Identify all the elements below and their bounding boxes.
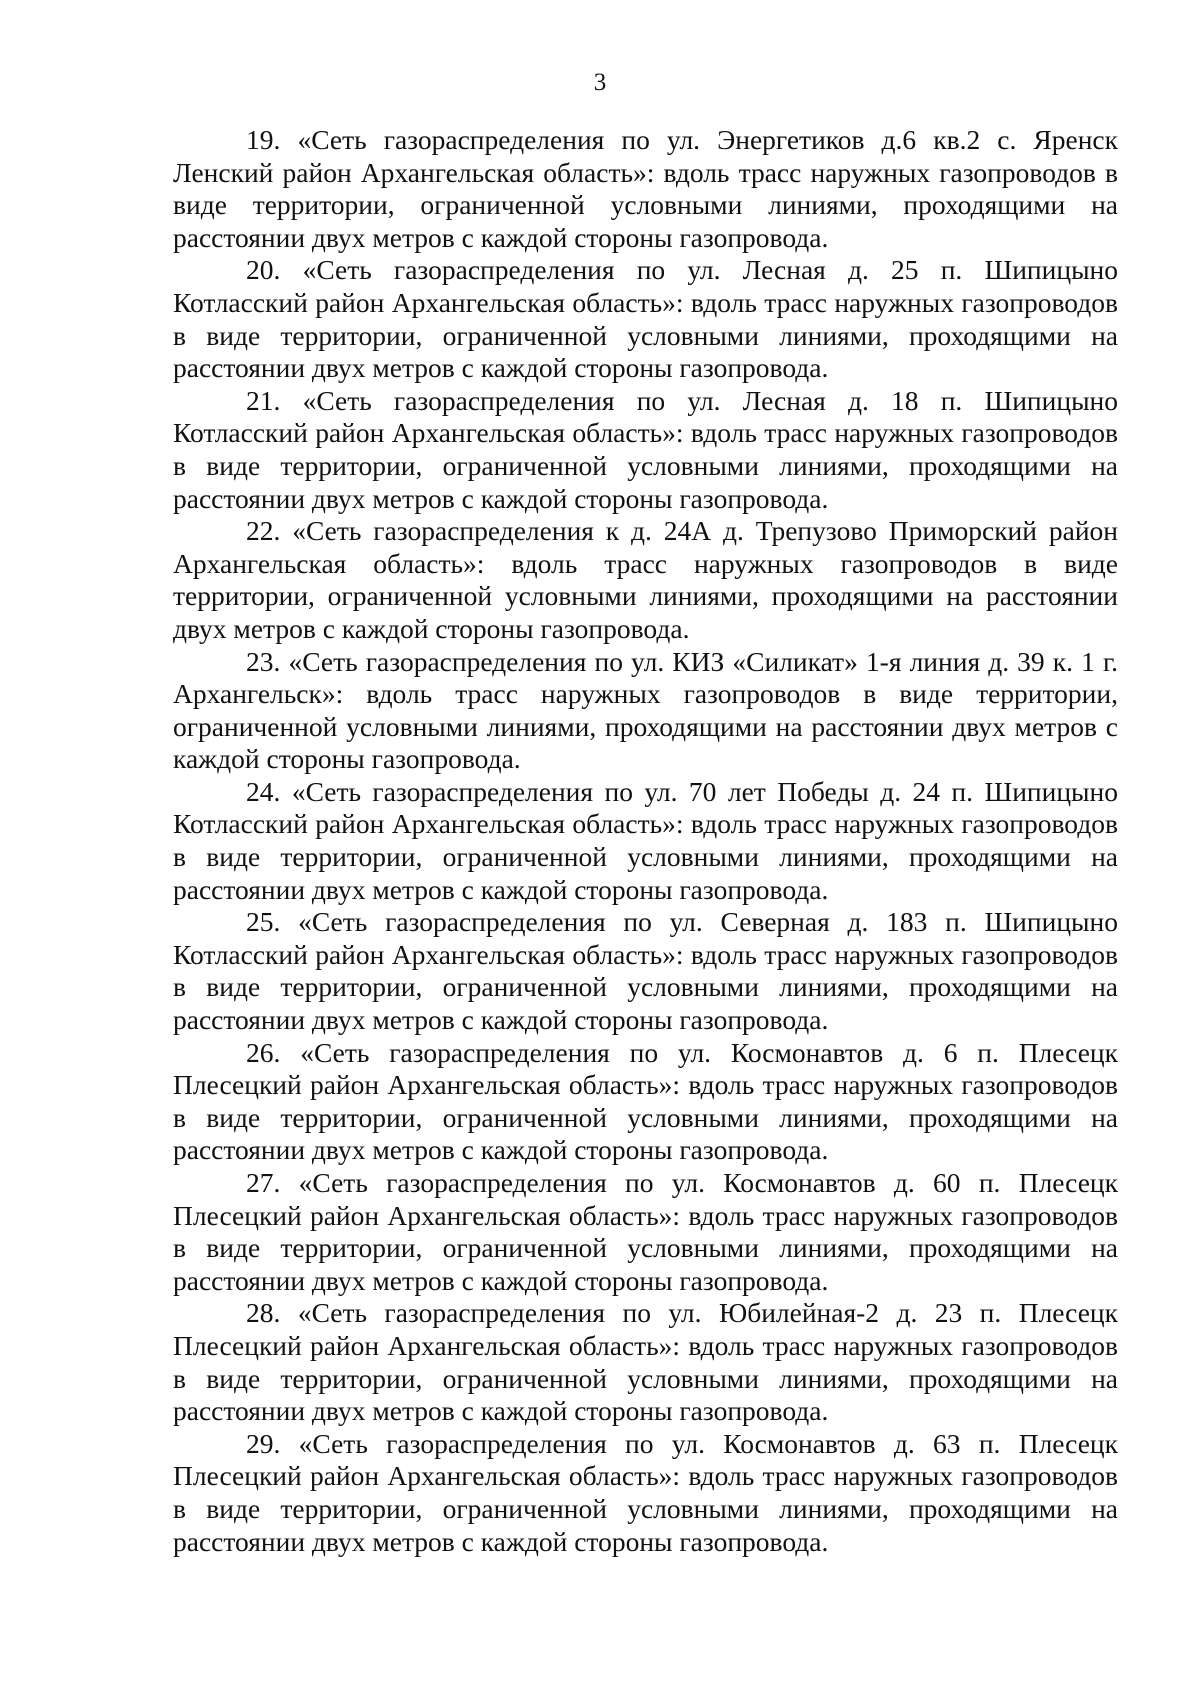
list-item xyxy=(173,1037,1118,1167)
item-number: 25. xyxy=(246,906,281,938)
item-text: «Сеть газораспределения по ул. Космонавтов д. 63 п. Плесецк Плесецкий район Архангельская область»: вдоль трасс наружных газопроводов в виде территории, ограниченной условными линиями, проходящими на расстоянии двух метров с каждой стороны газопровода. xyxy=(173,1427,1119,1557)
item-text: «Сеть газораспределения по ул. Энергетиков д.6 кв.2 с. Яренск Ленский район Архангельская область»: вдоль трасс наружных газопроводов в виде территории, ограниченной условными линиями, проходящими на расстоянии двух метров с каждой стороны газопровода. xyxy=(173,124,1118,253)
item-number: 26. xyxy=(246,1036,281,1068)
item-number: 21. xyxy=(246,384,281,416)
item-number: 23. xyxy=(246,645,281,677)
item-text: «Сеть газораспределения к д. 24А д. Трепузово Приморский район Архангельская область»: вдоль трасс наружных газопроводов в виде территории, ограниченной условными линиями, проходящими на расстоянии двух метров с каждой стороны газопровода. xyxy=(173,515,1118,644)
item-number: 27. xyxy=(246,1167,281,1198)
page-number: 3 xyxy=(593,69,607,96)
item-text: «Сеть газораспределения по ул. Юбилейная-2 д. 23 п. Плесецк Плесецкий район Архангельская область»: вдоль трасс наружных газопроводов в виде территории, ограниченной условными линиями, проходящими на расстоянии двух метров с каждой стороны газопровода. xyxy=(173,1297,1119,1427)
item-text: «Сеть газораспределения по ул. 70 лет Победы д. 24 п. Шипицыно Котласский район Архангельская область»: вдоль трасс наружных газопроводов в виде территории, ограниченной условными линиями, проходящими на расстоянии двух метров с каждой стороны газопровода. xyxy=(173,775,1118,905)
item-number: 24. xyxy=(246,775,281,807)
item-number: 28. xyxy=(246,1297,281,1329)
list-item xyxy=(173,776,1118,906)
item-number: 22. xyxy=(246,515,281,547)
item-text: «Сеть газораспределения по ул. КИЗ «Силикат» 1-я линия д. 39 к. 1 г. Архангельск»: вдоль трасс наружных газопроводов в виде территории, ограниченной условными линиями, проходящими на расстоянии двух метров с каждой стороны газопровода. xyxy=(173,645,1119,775)
list-item xyxy=(173,254,1118,384)
list-item xyxy=(173,124,1118,254)
item-text: «Сеть газораспределения по ул. Космонавтов д. 60 п. Плесецк Плесецкий район Архангельская область»: вдоль трасс наружных газопроводов в виде территории, ограниченной условными линиями, проходящими на расстоянии двух метров с каждой стороны газопровода. xyxy=(173,1167,1119,1296)
list-item xyxy=(173,385,1118,515)
list-item xyxy=(173,906,1118,1036)
item-text: «Сеть газораспределения по ул. Лесная д. 25 п. Шипицыно Котласский район Архангельская область»: вдоль трасс наружных газопроводов в виде территории, ограниченной условными линиями, проходящими на расстоянии двух метров с каждой стороны газопровода. xyxy=(173,254,1119,384)
item-number: 19. xyxy=(246,124,281,155)
item-list xyxy=(173,124,1118,1558)
item-number: 20. xyxy=(246,254,281,286)
item-text: «Сеть газораспределения по ул. Космонавтов д. 6 п. Плесецк Плесецкий район Архангельская область»: вдоль трасс наружных газопроводов в виде территории, ограниченной условными линиями, проходящими на расстоянии двух метров с каждой стороны газопровода. xyxy=(173,1036,1118,1166)
item-text: «Сеть газораспределения по ул. Северная д. 183 п. Шипицыно Котласский район Архангельская область»: вдоль трасс наружных газопроводов в виде территории, ограниченной условными линиями, проходящими на расстоянии двух метров с каждой стороны газопровода. xyxy=(173,906,1118,1036)
item-text: «Сеть газораспределения по ул. Лесная д. 18 п. Шипицыно Котласский район Архангельская область»: вдоль трасс наружных газопроводов в виде территории, ограниченной условными линиями, проходящими на расстоянии двух метров с каждой стороны газопровода. xyxy=(173,384,1119,514)
list-item xyxy=(173,515,1118,645)
list-item xyxy=(173,1167,1118,1297)
list-item xyxy=(173,1428,1118,1558)
list-item xyxy=(173,646,1118,776)
item-number: 29. xyxy=(246,1427,281,1459)
list-item xyxy=(173,1297,1118,1427)
